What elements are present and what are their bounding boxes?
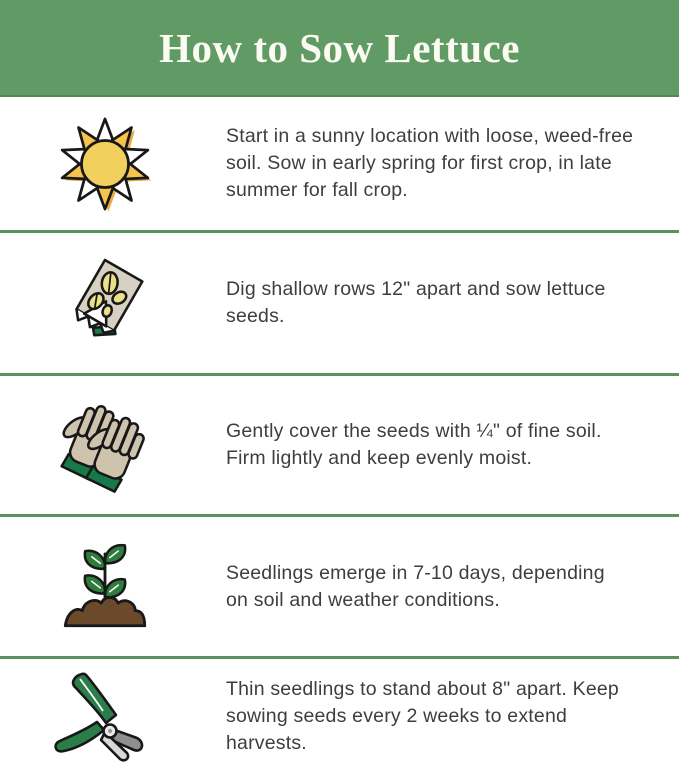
step-text-line: sowing seeds every 2 weeks to extend harvests. — [226, 704, 568, 754]
step-row-sunny-location — [0, 97, 679, 230]
pruning-shears-icon — [0, 670, 204, 762]
step-text — [204, 418, 679, 472]
gloves-icon — [0, 391, 204, 499]
seedling-icon — [0, 535, 204, 639]
step-text-line: Thin seedlings to stand about 8" apart. Keep — [226, 677, 619, 700]
step-row-cover-seeds — [0, 376, 679, 514]
step-text-line: soil. Sow in early spring for first crop, in late — [226, 152, 612, 174]
step-row-sow-seeds — [0, 233, 679, 373]
step-text — [204, 560, 679, 614]
header-banner — [0, 0, 679, 97]
step-text-line: summer for fall crop. — [226, 179, 408, 201]
step-text-line: Dig shallow rows 12" apart and sow lettuce seeds. — [226, 278, 606, 327]
step-text-line: Gently cover the seeds with ¼" of fine soil. — [226, 420, 602, 442]
seed-packet-icon — [0, 254, 204, 352]
step-text — [204, 676, 679, 757]
step-text-line: Seedlings emerge in 7-10 days, depending — [226, 561, 605, 584]
step-text — [204, 123, 679, 204]
step-row-thin-seedlings — [0, 659, 679, 773]
step-row-seedlings-emerge — [0, 517, 679, 656]
sun-icon — [0, 115, 204, 213]
page-title: How to Sow Lettuce — [159, 24, 520, 71]
step-text-line: Start in a sunny location with loose, weed-free — [226, 125, 634, 147]
step-text — [204, 276, 679, 330]
step-text-line: on soil and weather conditions. — [226, 588, 500, 611]
step-text-line: Firm lightly and keep evenly moist. — [226, 447, 533, 469]
